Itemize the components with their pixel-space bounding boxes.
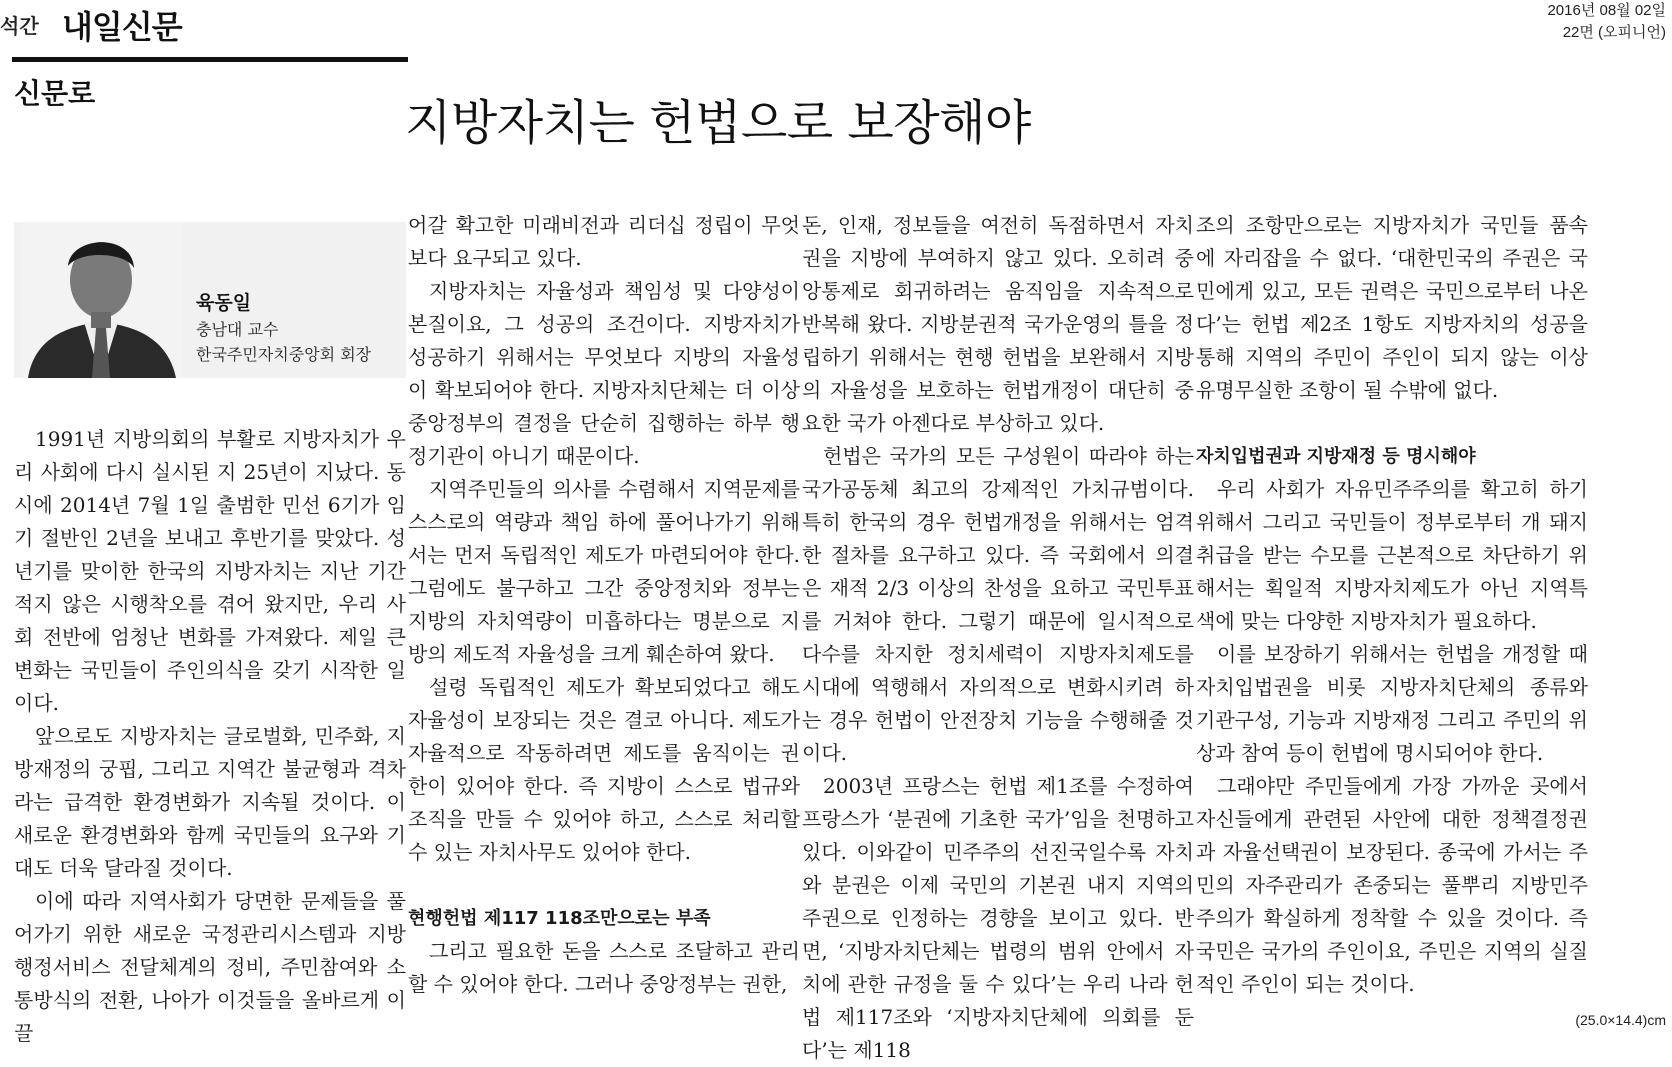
article-paragraph: 앞으로도 지방자치는 글로벌화, 민주화, 지방재정의 궁핍, 그리고 지역간 불균형과 격차라는 급격한 환경변화가 지속될 것이다. 이 새로운 환경변화와 함께 국민들의 요구와 기대도 더욱 달라질 것이다. [14,724,406,880]
article-column-2 [408,209,800,1001]
article-paragraph: 이에 따라 지역사회가 당면한 문제들을 풀어가기 위한 새로운 국정관리시스템과 지방행정서비스 전달체계의 정비, 주민참여와 소통방식의 전환, 나아가 이것들을 올바르게 이끌 [14,889,406,1045]
masthead [0,0,1672,58]
edition-label: 석간 [0,14,39,38]
article-paragraph: 돈, 인재, 정보들을 여전히 독점하면서 자치권을 지방에 부여하지 않고 있다. 오히려 중앙통제로 회귀하려는 움직임을 지속적으로 반복해 왔다. 지방분권적 국가운영의 틀을 정립하기 위해서는 현행 헌법을 보완해서 지방의 자율성을 보호하는 헌법개정이 대단히 중요한 국가 아젠다로 부상하고 있다. [802,213,1194,435]
article-paragraph: 설령 독립적인 제도가 확보되었다고 해도 자율성이 보장되는 것은 결코 아니다. 제도가 자율적으로 작동하려면 제도를 움직이는 권한이 있어야 한다. 즉 지방이 스스로 법규와 조직을 만들 수 있어야 하고, 스스로 처리할 수 있는 자치사무도 있어야 한다. [408,675,800,864]
author-title: 충남대 교수 [196,320,279,339]
article-paragraph: 이를 보장하기 위해서는 헌법을 개정할 때 자치입법권을 비롯 지방자치단체의 종류와 기관구성, 기능과 지방재정 그리고 주민의 위상과 참여 등이 헌법에 명시되어야 한다. [1196,642,1588,765]
article-paragraph: 어갈 확고한 미래비전과 리더십 정립이 무엇보다 요구되고 있다. [408,213,800,270]
article-column-3 [802,209,1194,1067]
author-name: 육동일 [196,292,252,314]
section-rule [12,57,408,62]
article-paragraph: 우리 사회가 자유민주주의를 확고히 하기 위해서 그리고 국민들이 정부로부터 개 돼지 취급을 받는 수모를 근본적으로 차단하기 위해서는 획일적 지방자치제도가 아닌 지역특색에 맞는 다양한 지방자치가 필요하다. [1196,477,1588,633]
size-note: (25.0×14.4)cm [1575,1012,1666,1028]
article-paragraph: 지역주민들의 의사를 수렴해서 지역문제를 스스로의 역량과 책임 하에 풀어나가기 위해서는 먼저 독립적인 제도가 마련되어야 한다. 그럼에도 불구하고 그간 중앙정치와 정부는 지방의 자치역량이 미흡하다는 명분으로 지방의 제도적 자율성을 크게 훼손하여 왔다. [408,477,800,666]
article-subheading: 현행헌법 제117 118조만으로는 부족 [408,908,711,929]
publication-date: 2016년 08월 02일 [1547,2,1666,19]
article-paragraph: 그리고 필요한 돈을 스스로 조달하고 관리할 수 있어야 한다. 그러나 중앙정부는 권한, [408,939,800,996]
author-box [14,222,406,378]
article-paragraph: 그래야만 주민들에게 가장 가까운 곳에서 자신들에게 관련된 사안에 대한 정책결정권과 자율선택권이 보장된다. 종국에 가서는 주민의 자주관리가 존중되는 풀뿌리 지방민주주의가 확실하게 정착할 수 있을 것이다. 즉 국민은 국가의 주인이요, 주민은 지역의 실질적인 주인이 되는 것이다. [1196,774,1588,996]
article-subheading: 자치입법권과 지방재정 등 명시해야 [1196,446,1476,467]
article-column-4 [1196,209,1588,1001]
article-paragraph: 지방자치는 자율성과 책임성 및 다양성이 본질이요, 그 성공의 조건이다. 지방자치가 성공하기 위해서는 무엇보다 지방의 자율성이 확보되어야 한다. 지방자치단체는 더 이상 중앙정부의 결정을 단순히 집행하는 하부 행정기관이 아니기 때문이다. [408,279,800,468]
article-paragraph: 1991년 지방의회의 부활로 지방자치가 우리 사회에 다시 실시된 지 25년이 지났다. 동시에 2014년 7월 1일 출범한 민선 6기가 임기 절반인 2년을 보내고 후반기를 맞았다. 성년기를 맞이한 한국의 지방자치는 지난 기간 적지 않은 시행착오를 겪어 왔지만, 우리 사회 전반에 엄청난 변화를 가져왔다. 제일 큰 변화는 국민들이 주인의식을 갖기 시작한 일이다. [14,427,406,715]
author-affiliation: 한국주민자치중앙회 회장 [196,345,372,364]
article-headline: 지방자치는 헌법으로 보장해야 [405,95,1031,151]
article-paragraph: 조의 조항만으로는 지방자치가 국민들 품속에 자리잡을 수 없다. ‘대한민국의 주권은 국민에게 있고, 모든 권력은 국민으로부터 나온다’는 헌법 제2조 1항도 지방자치의 성공을 통해 지역의 주민이 주인이 되지 않는 이상 유명무실한 조항이 될 수밖에 없다. [1196,213,1588,402]
spacer [1196,407,1588,440]
section-title: 신문로 [14,77,96,110]
author-photo [20,222,182,378]
page-info: 22면 (오피니언) [1562,24,1666,41]
newspaper-logo: 내일신문 [62,8,182,46]
spacer [408,869,800,902]
article-paragraph: 2003년 프랑스는 헌법 제1조를 수정하여 프랑스가 ‘분권에 기초한 국가’임을 천명하고 있다. 이와같이 민주주의 선진국일수록 자치와 분권은 이제 국민의 기본권 내지 지역의 주권으로 인정하는 경향을 보이고 있다. 반면, ‘지방자치단체는 법령의 범위 안에서 자치에 관한 규정을 둘 수 있다’는 우리 나라 헌법 제117조와 ‘지방자치단체에 의회를 둔다’는 제118 [802,774,1194,1062]
publication-meta [1547,0,1666,44]
article-column-1 [14,423,406,1050]
article-paragraph: 헌법은 국가의 모든 구성원이 따라야 하는 국가공동체 최고의 강제적인 가치규범이다. 특히 한국의 경우 헌법개정을 위해서는 엄격한 절차를 요구하고 있다. 즉 국회에서 의결은 재적 2/3 이상의 찬성을 요하고 국민투표를 거쳐야 한다. 그렇기 때문에 일시적으로 다수를 차지한 정치세력이 지방자치제도를 시대에 역행해서 자의적으로 변화시키려 하는 경우 헌법이 안전장치 기능을 수행해줄 것이다. [802,444,1194,765]
